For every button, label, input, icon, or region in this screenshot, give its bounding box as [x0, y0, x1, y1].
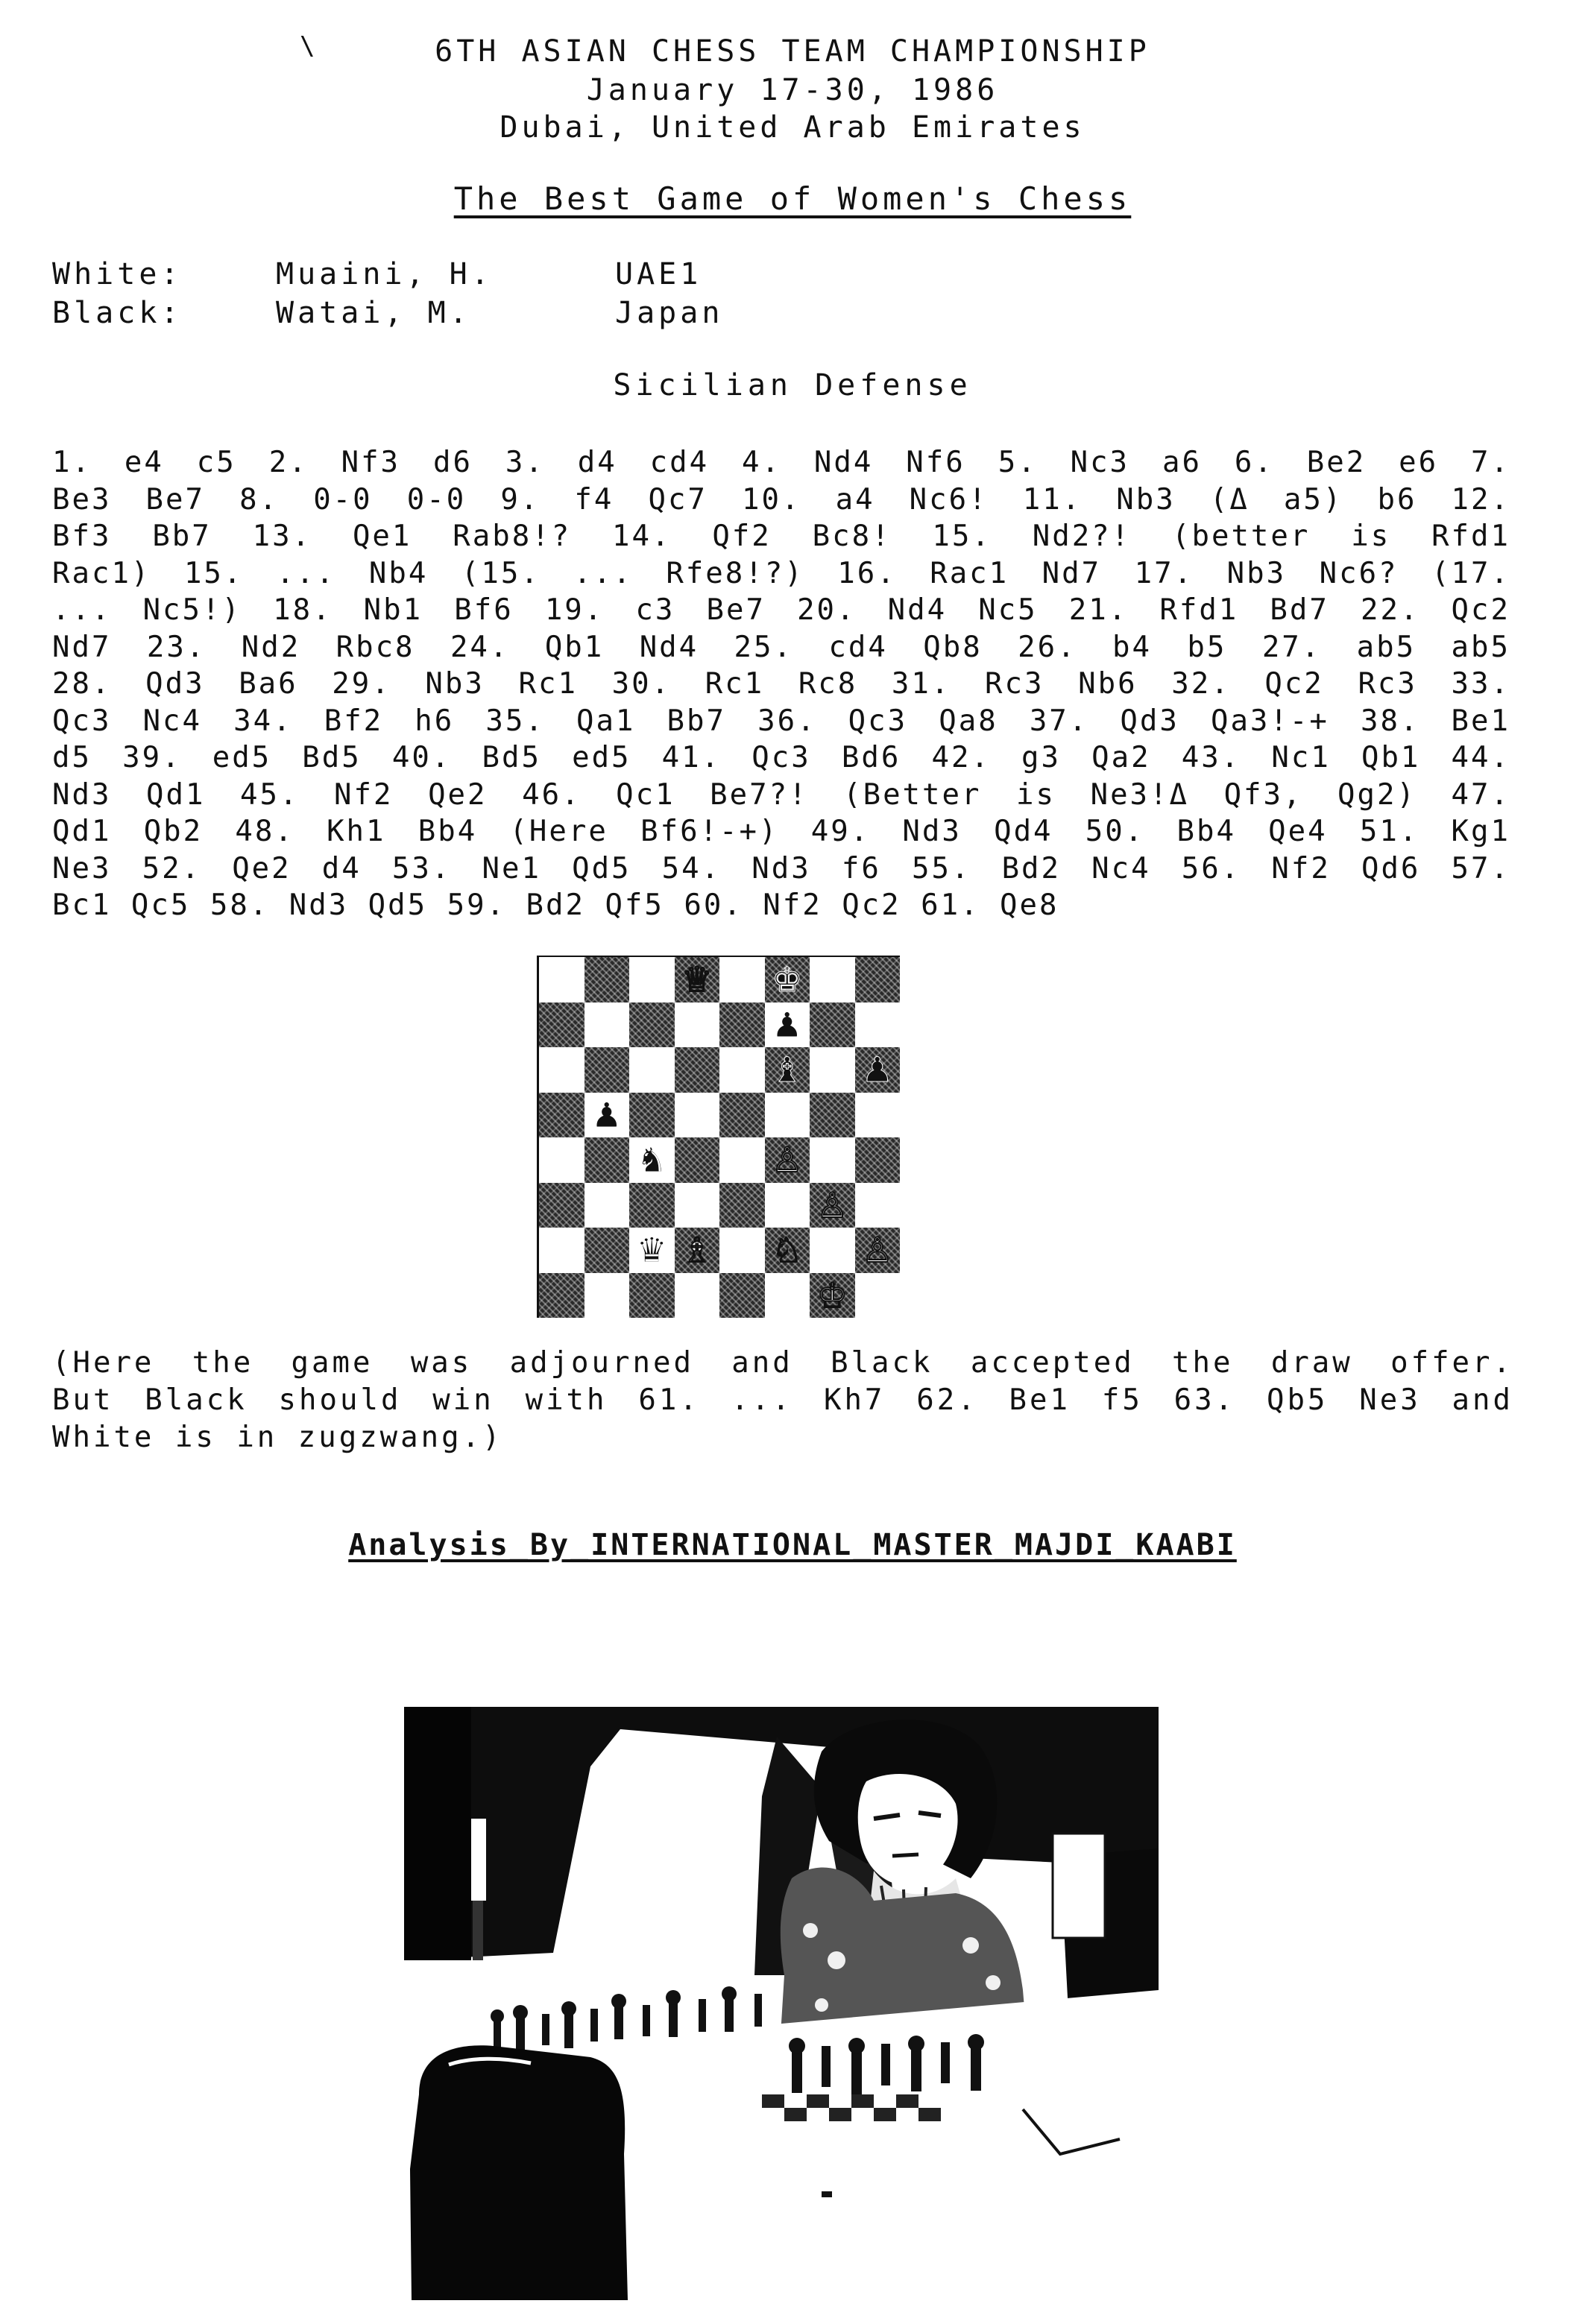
- board-square: [675, 1228, 720, 1273]
- board-square: [584, 957, 630, 1002]
- board-square: [675, 1137, 720, 1183]
- move-line: 1. e4 c5 2. Nf3 d6 3. d4 cd4 4. Nd4 Nf6 5. Nc3 a6 6. Be2 e6 7.: [52, 446, 1510, 479]
- board-square: [539, 1002, 584, 1048]
- article-subtitle-text: The Best Game of Women's Chess: [453, 180, 1132, 217]
- chess-piece-icon: ♙: [862, 1230, 893, 1271]
- white-label: White:: [52, 257, 183, 291]
- board-square: [675, 1047, 720, 1093]
- chess-piece-icon: ♘: [772, 1230, 803, 1271]
- chess-piece-icon: ♝: [772, 1049, 803, 1090]
- board-square: [629, 1183, 675, 1228]
- board-square: [539, 1183, 584, 1228]
- players-block: [52, 255, 723, 332]
- analysis-credit-text: Analysis_By_INTERNATIONAL_MASTER_MAJDI_KAABI: [348, 1528, 1237, 1562]
- note-line: (Here the game was adjourned and Black accepted the draw offer.: [52, 1346, 1513, 1380]
- board-square: [629, 1093, 675, 1138]
- note-line: White is in zugzwang.): [52, 1421, 503, 1454]
- board-square: [539, 1047, 584, 1093]
- board-square: [584, 1183, 630, 1228]
- board-square: [719, 1137, 765, 1183]
- board-square: [810, 1137, 855, 1183]
- note-line: But Black should win with 61. ... Kh7 62. Be1 f5 63. Qb5 Ne3 and: [52, 1383, 1513, 1417]
- board-square: [539, 1137, 584, 1183]
- board-square: [810, 1183, 855, 1228]
- board-square: [629, 1047, 675, 1093]
- move-line: ... Nc5!) 18. Nb1 Bf6 19. c3 Be7 20. Nd4 Nc5 21. Rfd1 Bd7 22. Qc2: [52, 593, 1510, 627]
- move-line: Be3 Be7 8. 0-0 0-0 9. f4 Qc7 10. a4 Nc6! 11. Nb3 (Δ a5) b6 12.: [52, 482, 1510, 517]
- board-square: [539, 1228, 584, 1273]
- board-square: [675, 1002, 720, 1048]
- board-square: [765, 957, 810, 1002]
- board-square: [810, 1273, 855, 1319]
- black-label: Black:: [52, 296, 183, 330]
- move-line: d5 39. ed5 Bd5 40. Bd5 ed5 41. Qc3 Bd6 42. g3 Qa2 43. Nc1 Qb1 44.: [52, 741, 1510, 774]
- championship-title: 6TH ASIAN CHESS TEAM CHAMPIONSHIP: [435, 34, 1150, 69]
- board-square: [539, 1273, 584, 1319]
- white-team: UAE1: [615, 257, 702, 291]
- board-square: [584, 1093, 630, 1138]
- move-line: Rac1) 15. ... Nb4 (15. ... Rfe8!?) 16. Rac1 Nd7 17. Nb3 Nc6? (17.: [52, 556, 1510, 590]
- chess-piece-icon: ♔: [816, 1275, 848, 1316]
- board-square: [855, 1273, 901, 1319]
- board-square: [855, 1093, 901, 1138]
- black-name: Watai, M.: [276, 296, 471, 330]
- championship-location: Dubai, United Arab Emirates: [500, 110, 1085, 145]
- board-square: [584, 1273, 630, 1319]
- black-player-row: [52, 294, 723, 332]
- board-square: [719, 1273, 765, 1319]
- move-line: 28. Qd3 Ba6 29. Nb3 Rc1 30. Rc1 Rc8 31. Rc3 Nb6 32. Qc2 Rc3 33.: [52, 667, 1510, 701]
- board-square: [629, 1002, 675, 1048]
- move-line: Bf3 Bb7 13. Qe1 Rab8!? 14. Qf2 Bc8! 15. Nd2?! (better is Rfd1: [52, 520, 1510, 553]
- photo-image: [404, 1707, 1159, 2300]
- board-square: [855, 1228, 901, 1273]
- chess-player-photo: [404, 1707, 1159, 2300]
- chess-piece-icon: ♗: [681, 1230, 713, 1271]
- championship-dates: January 17-30, 1986: [586, 73, 999, 107]
- board-square: [584, 1047, 630, 1093]
- board-square: [855, 1137, 901, 1183]
- board-square: [855, 1047, 901, 1093]
- board-square: [810, 1002, 855, 1048]
- chess-piece-icon: ♙: [772, 1140, 803, 1181]
- analysis-credit: [0, 1528, 1585, 1562]
- chess-piece-icon: ♙: [816, 1184, 848, 1225]
- white-name: Muaini, H.: [276, 257, 493, 291]
- game-moves: [52, 444, 1510, 924]
- board-square: [584, 1002, 630, 1048]
- board-square: [765, 1273, 810, 1319]
- board-square: [719, 1093, 765, 1138]
- board-square: [719, 1047, 765, 1093]
- board-square: [765, 1093, 810, 1138]
- board-square: [629, 1228, 675, 1273]
- move-line: Nd7 23. Nd2 Rbc8 24. Qb1 Nd4 25. cd4 Qb8 26. b4 b5 27. ab5 ab5: [52, 630, 1510, 664]
- chess-piece-icon: ♕: [681, 959, 713, 1000]
- board-square: [810, 1047, 855, 1093]
- board-square: [675, 957, 720, 1002]
- board-square: [855, 957, 901, 1002]
- board-square: [719, 1002, 765, 1048]
- board-square: [765, 1228, 810, 1273]
- chess-piece-icon: ♟: [591, 1094, 623, 1135]
- board-square: [539, 1093, 584, 1138]
- black-team: Japan: [615, 296, 724, 330]
- chess-board-diagram: [537, 956, 900, 1318]
- board-square: [675, 1093, 720, 1138]
- board-square: [584, 1137, 630, 1183]
- move-line: Qd1 Qb2 48. Kh1 Bb4 (Here Bf6!-+) 49. Nd3 Qd4 50. Bb4 Qe4 51. Kg1: [52, 815, 1510, 848]
- board-square: [855, 1002, 901, 1048]
- board-square: [810, 1228, 855, 1273]
- board-square: [539, 957, 584, 1002]
- board-square: [855, 1183, 901, 1228]
- chess-piece-icon: ♚: [772, 959, 803, 1000]
- scan-mark: \: [300, 31, 315, 61]
- move-line: Ne3 52. Qe2 d4 53. Ne1 Qd5 54. Nd3 f6 55. Bd2 Nc4 56. Nf2 Qd6 57.: [52, 851, 1510, 885]
- board-square: [765, 1183, 810, 1228]
- game-notes: [52, 1345, 1513, 1456]
- chess-piece-icon: ♛: [636, 1230, 667, 1271]
- board-square: [584, 1228, 630, 1273]
- chess-piece-icon: ♟: [862, 1049, 893, 1090]
- board-square: [810, 957, 855, 1002]
- move-line: Qc3 Nc4 34. Bf2 h6 35. Qa1 Bb7 36. Qc3 Qa8 37. Qd3 Qa3!-+ 38. Be1: [52, 704, 1510, 738]
- board-square: [675, 1273, 720, 1319]
- move-line: Nd3 Qd1 45. Nf2 Qe2 46. Qc1 Be7?! (Better is Ne3!Δ Qf3, Qg2) 47.: [52, 777, 1510, 812]
- article-subtitle: [0, 180, 1585, 217]
- move-line: Bc1 Qc5 58. Nd3 Qd5 59. Bd2 Qf5 60. Nf2 Qc2 61. Qe8: [52, 888, 1059, 922]
- board-square: [629, 957, 675, 1002]
- opening-name: Sicilian Defense: [613, 368, 972, 402]
- board-square: [719, 957, 765, 1002]
- white-player-row: [52, 255, 723, 294]
- board-square: [629, 1137, 675, 1183]
- chess-piece-icon: ♟: [772, 1004, 803, 1045]
- board-square: [765, 1137, 810, 1183]
- board-square: [765, 1002, 810, 1048]
- board-square: [719, 1228, 765, 1273]
- board-square: [675, 1183, 720, 1228]
- board-square: [810, 1093, 855, 1138]
- chess-piece-icon: ♞: [636, 1140, 667, 1181]
- board-square: [629, 1273, 675, 1319]
- board-square: [719, 1183, 765, 1228]
- board-square: [765, 1047, 810, 1093]
